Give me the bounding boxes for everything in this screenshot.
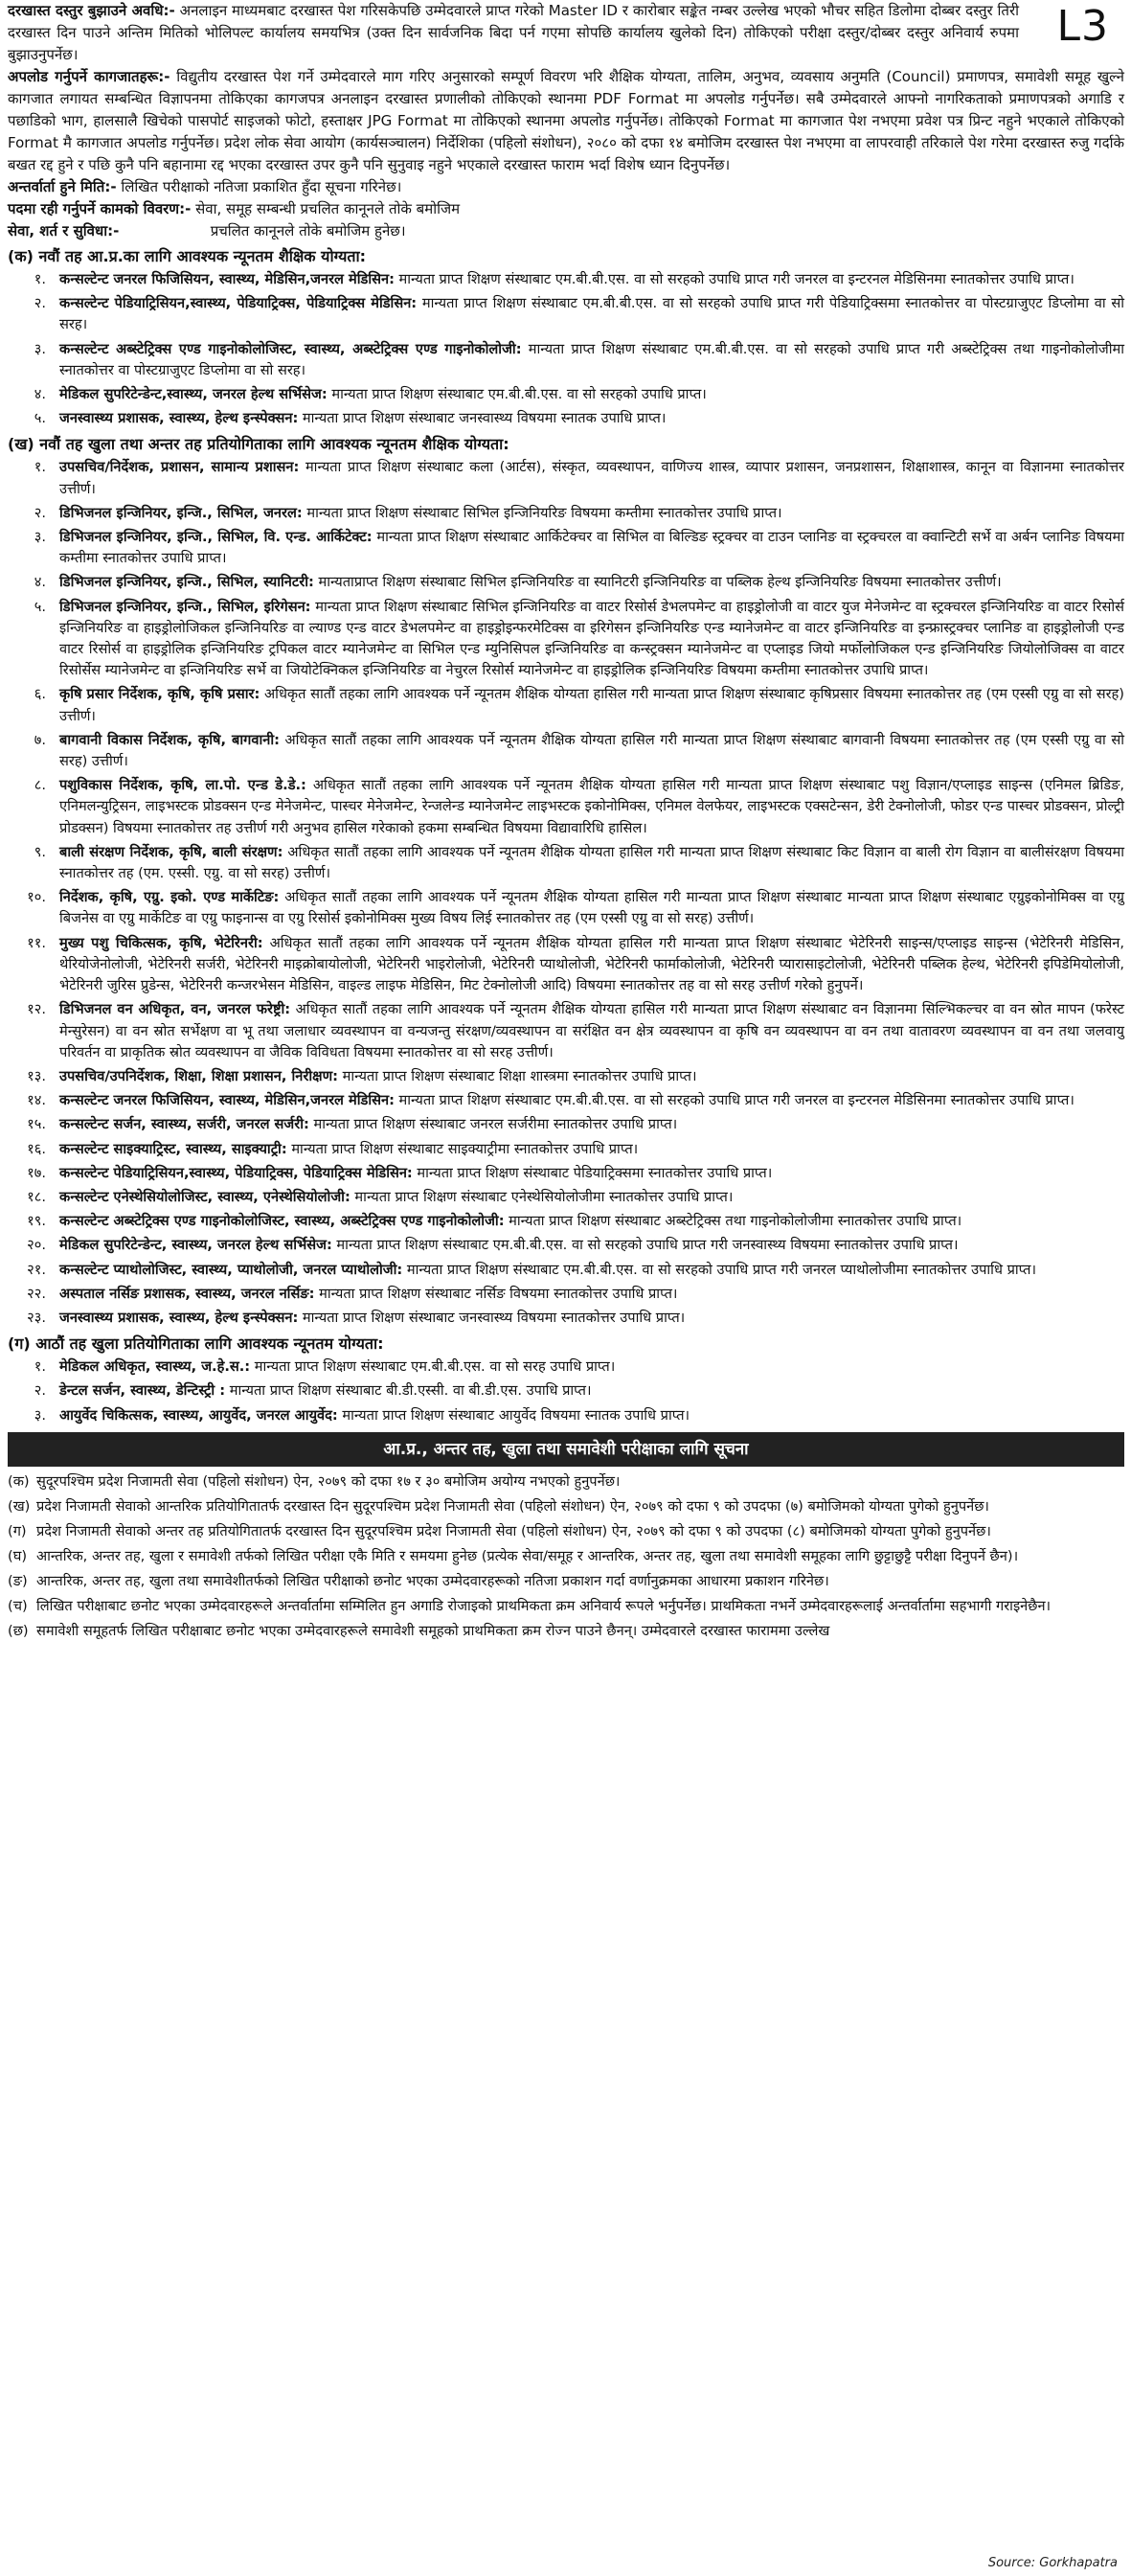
list-item — [8, 842, 1124, 884]
note-item — [8, 1470, 1124, 1493]
item-label: मेडिकल सुपरिटेन्डेन्ट, स्वास्थ्य, जनरल हेल्थ सर्भिसेज: — [59, 1237, 332, 1254]
item-number: १६. — [27, 1140, 46, 1157]
list-item — [8, 408, 1124, 429]
item-label: कन्सल्टेन्ट प्याथोलोजिस्ट, स्वास्थ्य, प्याथोलोजी, जनरल प्याथोलोजी: — [59, 1261, 403, 1278]
job-description-paragraph — [8, 198, 1124, 220]
note-text: आन्तरिक, अन्तर तह, खुला तथा समावेशीतर्फको लिखित परीक्षाको छनोट भएका उम्मेदवारहरूको नतिजा प्रकाशन गर्दा वर्णानुक्रमका आधारमा प्रकाशन गरिनेछ। — [36, 1572, 829, 1589]
item-number: २०. — [27, 1237, 46, 1254]
item-label: कन्सल्टेन्ट सर्जन, स्वास्थ्य, सर्जरी, जनरल सर्जरी: — [59, 1116, 309, 1133]
upload-documents-label: अपलोड गर्नुपर्ने कागजातहरू:- — [8, 68, 170, 85]
fee-period-label: दरखास्त दस्तुर बुझाउने अवधि:- — [8, 2, 175, 19]
note-text: प्रदेश निजामती सेवाको आन्तरिक प्रतियोगितातर्फ दरखास्त दिन सुदूरपश्चिम प्रदेश निजामती सेवा (पहिलो संशोधन) ऐन, २०७९ को दफा ९ को उपदफा (७) बमोजिमको योग्यता पुगेको हुनुपर्नेछ। — [36, 1497, 989, 1515]
notes-list — [8, 1470, 1124, 1642]
interview-date-paragraph — [8, 176, 1124, 198]
item-label: कृषि प्रसार निर्देशक, कृषि, कृषि प्रसार: — [59, 686, 260, 703]
item-label: कन्सल्टेन्ट जनरल फिजिसियन, स्वास्थ्य, मेडिसिन,जनरल मेडिसिन: — [59, 1092, 395, 1109]
item-label: निर्देशक, कृषि, एग्रु. इको. एण्ड मार्केटिङ: — [59, 889, 280, 906]
item-text: मान्यता प्राप्त शिक्षण संस्थाबाट एम.बी.बी.एस. वा सो सरह उपाधि प्राप्त। — [250, 1358, 616, 1376]
item-number: १. — [34, 459, 46, 476]
list-item — [8, 1405, 1124, 1426]
section-ka-list — [8, 269, 1124, 429]
item-number: ५. — [34, 410, 46, 427]
item-text: मान्यता प्राप्त शिक्षण संस्थाबाट आर्किटेक्चर वा सिभिल वा बिल्डिङ स्ट्रक्चर वा टाउन प्लानिङ वा स्ट्रक्चरल वा क्वान्टिटी सर्भे वा अर्बन प्लानिङ विषयमा कम्तीमा स्नातकोत्तर उपाधि प्राप्त। — [59, 529, 1124, 567]
notice-banner: आ.प्र., अन्तर तह, खुला तथा समावेशी परीक्षाका लागि सूचना — [8, 1432, 1124, 1467]
list-item — [8, 999, 1124, 1063]
list-item — [8, 457, 1124, 499]
note-text: समावेशी समूहतर्फ लिखित परीक्षाबाट छनोट भएका उम्मेदवारहरूले समावेशी समूहको प्राथमिकता क्रम रोज्न पाउने छैनन्। उम्मेदवारले दरखास्त फाराममा उल्लेख — [36, 1622, 830, 1639]
item-label: बाली संरक्षण निर्देशक, कृषि, बाली संरक्षण: — [59, 843, 283, 860]
item-text: मान्यता प्राप्त शिक्षण संस्थाबाट जनस्वास्थ्य विषयमा स्नातक उपाधि प्राप्त। — [298, 410, 667, 427]
list-item — [8, 339, 1124, 381]
item-number: १. — [34, 1358, 46, 1376]
item-text: मान्यता प्राप्त शिक्षण संस्थाबाट जनस्वास्थ्य विषयमा स्नातकोत्तर उपाधि प्राप्त। — [298, 1309, 686, 1326]
service-terms-paragraph — [8, 220, 1124, 242]
item-number: ३. — [34, 1406, 46, 1424]
list-item — [8, 684, 1124, 726]
item-label: डिभिजनल इन्जिनियर, इन्जि., सिभिल, इरिगेसन: — [59, 598, 311, 615]
section-ka-title: (क) नवौं तह आ.प्र.का लागि आवश्यक न्यूनतम शैक्षिक योग्यता: — [8, 247, 367, 265]
list-item — [8, 597, 1124, 682]
note-item — [8, 1620, 1124, 1642]
job-description-text: सेवा, समूह सम्बन्धी प्रचलित कानूनले तोके बमोजिम — [191, 200, 461, 217]
note-text: सुदूरपश्चिम प्रदेश निजामती सेवा (पहिलो संशोधन) ऐन, २०७९ को दफा १७ र ३० बमोजिम अयोग्य नभएको हुनुपर्नेछ। — [36, 1472, 621, 1490]
item-number: ५. — [34, 598, 46, 615]
item-number: १७. — [27, 1164, 46, 1181]
item-text: अधिकृत सातौं तहका लागि आवश्यक पर्ने न्यूनतम शैक्षिक योग्यता हासिल गरी मान्यता प्राप्त शिक्षण संस्थाबाट किट विज्ञान वा बाली रोग विज्ञान वा बालीसंरक्षण विषयमा स्नातकोत्तर तह (एम. एस्सी. एग्रु. वा सो सरह) उत्तीर्ण। — [59, 843, 1124, 882]
item-number: ४. — [34, 386, 46, 403]
item-text: मान्यता प्राप्त शिक्षण संस्थाबाट साइक्याट्रीमा स्नातकोत्तर उपाधि प्राप्त। — [286, 1140, 639, 1157]
note-mark: (च) — [8, 1597, 28, 1614]
item-label: कन्सल्टेन्ट पेडियाट्रिसियन,स्वास्थ्य, पेडियाट्रिक्स, पेडियाट्रिक्स मेडिसिन: — [59, 1164, 413, 1181]
item-text: मान्यता प्राप्त शिक्षण संस्थाबाट अब्स्टेट्रिक्स तथा गाइनोकोलोजीमा स्नातकोत्तर उपाधि प्राप्त। — [504, 1213, 962, 1230]
item-label: जनस्वास्थ्य प्रशासक, स्वास्थ्य, हेल्थ इन्स्पेक्सन: — [59, 410, 299, 427]
source-credit: Source: Gorkhapatra — [987, 2556, 1118, 2570]
item-text: अधिकृत सातौं तहका लागि आवश्यक पर्ने न्यूनतम शैक्षिक योग्यता हासिल गरी मान्यता प्राप्त शिक्षण संस्थाबाट वन विज्ञानमा सिल्भिकल्चर वा वन स्रोत मापन (फरेस्ट मेन्सुरेसन) वा वन स्रोत सर्भेक्षण वा भू तथा जलाधार व्यवस्थापन वा वन्यजन्तु संरक्षण/व्यवस्थापन वा सरंक्षित वन क्षेत्र व्यवस्थापन वा कृषि वन व्यवस्थापन वा वन तथा वातावरण व्यवस्थापन वा वन तथा जलवायु परिवर्तन वा प्राकृतिक स्रोत व्यवस्थापन वा जैविक विविधता विषयमा स्नातकोत्तर वा सो सरह उत्तीर्ण। — [59, 1001, 1125, 1060]
item-label: उपसचिव/उपनिर्देशक, शिक्षा, शिक्षा प्रशासन, निरीक्षण: — [59, 1067, 338, 1084]
note-item — [8, 1570, 1124, 1592]
item-text: मान्यता प्राप्त शिक्षण संस्थाबाट एम.बी.बी.एस. वा सो सरहको उपाधि प्राप्त गरी पेडियाट्रिक्समा स्नातकोत्तर वा पोस्टग्राजुएट डिप्लोमा वा सो सरह। — [59, 295, 1124, 333]
list-item — [8, 1380, 1124, 1402]
item-label: आयुर्वेद चिकित्सक, स्वास्थ्य, आयुर्वेद, जनरल आयुर्वेद: — [59, 1406, 338, 1424]
item-text: मान्यता प्राप्त शिक्षण संस्थाबाट एम.बी.बी.एस. वा सो सरहको उपाधि प्राप्त गरी जनरल वा इन्टरनल मेडिसिनमा स्नातकोत्तर उपाधि प्राप्त। — [394, 271, 1074, 287]
item-number: १८. — [27, 1188, 46, 1205]
item-number: २. — [34, 1382, 46, 1400]
document-page — [8, 0, 1124, 1645]
item-number: १५. — [27, 1116, 46, 1133]
upload-documents-text: विद्युतीय दरखास्त पेश गर्ने उम्मेदवारले माग गरिए अनुसारको सम्पूर्ण विवरण भरि शैक्षिक योग्यता, तालिम, अनुभव, व्यवसाय अनुमति (Council) प्रमाणपत्र, समावेशी समूह खुल्ने कागजात लगायत सम्बन्धित विज्ञापनमा तोकिएका कागजपत्र अनलाइन दरखास्त प्रणालीको तोकिएको स्थानमा PDF Format मा अपलोड गर्नुपर्नेछ। सबै उम्मेदवारले आफ्नो नागरिकताको प्रमाणपत्रको अगाडि र पछाडिको भाग, हालसालै खिचेको पासपोर्ट साइजको फोटो, हस्ताक्षर JPG Format मा तोकिएको स्थानमा अपलोड गर्नुपर्नेछ। तोकिएको Format मा कागजात पेश नभएमा प्रवेश पत्र प्रिन्ट नहुने भएकाले तोकिएको Format मै कागजात अपलोड गर्नुपर्नेछ। प्रदेश लोक सेवा आयोग (कार्यसञ्चालन) निर्देशिका (पहिलो संशोधन), २०८० को दफा १४ बमोजिम दरखास्त पेश नभएमा वा लापरवाही तरिकाले पेश गरेमा दरखास्त रुजु गर्दाके बखत रद्द हुने र पछि कुनै पनि बहानामा रद्द भएका दरखास्त उपर कुनै पनि सुनुवाइ नहुने भएकाले दरखास्त फाराम भर्दा विशेष ध्यान दिनुपर्नेछ। — [8, 68, 1124, 173]
item-number: ११. — [27, 934, 46, 951]
note-item — [8, 1520, 1124, 1542]
list-item — [8, 933, 1124, 997]
item-number: ६. — [34, 686, 46, 703]
list-item — [8, 1235, 1124, 1256]
list-item — [8, 730, 1124, 772]
list-item — [8, 1260, 1124, 1281]
section-kha-title: (ख) नवौं तह खुला तथा अन्तर तह प्रतियोगिताका लागि आवश्यक न्यूनतम शैक्षिक योग्यता: — [8, 435, 509, 454]
item-label: अस्पताल नर्सिङ प्रशासक, स्वास्थ्य, जनरल नर्सिङ: — [59, 1285, 315, 1302]
list-item — [8, 1211, 1124, 1232]
item-label: कन्सल्टेन्ट साइक्याट्रिस्ट, स्वास्थ्य, साइक्याट्री: — [59, 1140, 287, 1157]
list-item — [8, 1187, 1124, 1208]
item-number: १. — [34, 271, 46, 287]
list-item — [8, 887, 1124, 929]
list-item — [8, 527, 1124, 569]
list-item — [8, 293, 1124, 335]
item-label: कन्सल्टेन्ट अब्स्टेट्रिक्स एण्ड गाइनोकोलोजिस्ट, स्वास्थ्य, अब्स्टेट्रिक्स एण्ड गाइनोकोलोजी: — [59, 340, 522, 357]
item-text: मान्यता प्राप्त शिक्षण संस्थाबाट पेडियाट्रिक्समा स्नातकोत्तर उपाधि प्राप्त। — [412, 1164, 773, 1181]
item-text: अधिकृत सातौं तहका लागि आवश्यक पर्ने न्यूनतम शैक्षिक योग्यता हासिल गरी मान्यता प्राप्त शिक्षण संस्थाबाट कृषिप्रसार विषयमा स्नातकोत्तर तह (एम एस्सी एग्रु वा सो सरह) उत्तीर्ण। — [59, 686, 1124, 724]
list-item — [8, 1284, 1124, 1305]
upload-documents-paragraph — [8, 66, 1124, 176]
note-text: लिखित परीक्षाबाट छनोट भएका उम्मेदवारहरूले अन्तर्वार्तामा सम्मिलित हुन अगाडि रोजाइको प्राथमिकता क्रम अनिवार्य रूपले भर्नुपर्नेछ। प्राथमिकता नभर्ने उम्मेदवारहरूलाई अन्तर्वार्तामा सहभागी गराइनेछैन। — [36, 1597, 1052, 1614]
item-number: १२. — [27, 1001, 46, 1018]
item-number: ३. — [34, 529, 46, 546]
list-item — [8, 1090, 1124, 1111]
item-label: पशुविकास निर्देशक, कृषि, ला.पो. एन्ड डे.डे.: — [59, 777, 306, 794]
item-label: कन्सल्टेन्ट एनेस्थेसियोलोजिस्ट, स्वास्थ्य, एनेस्थेसियोलोजी: — [59, 1188, 351, 1205]
item-text: मान्यता प्राप्त शिक्षण संस्थाबाट जनरल सर्जरीमा स्नातकोत्तर उपाधि प्राप्त। — [308, 1116, 678, 1133]
item-number: ७. — [34, 731, 46, 748]
list-item — [8, 384, 1124, 405]
item-text: मान्यता प्राप्त शिक्षण संस्थाबाट सिभिल इन्जिनियरिङ वा वाटर रिसोर्स डेभलपमेन्ट वा हाइड्रोलोजी वा वाटर युज मेनेजमेन्ट वा स्ट्रक्चरल इन्जिनियरिङ वा वाटर रिसोर्स इन्जिनियरिङ वा हाइड्रोलोजिकल इन्जिनियरिङ वा ल्याण्ड एन्ड वाटर डेभलपमेन्ट वा हाइड्रोइन्फरमेटिक्स वा इरिगेसन इन्जिनियरिङ एन्ड म्यानेजमेन्ट वा वाटर इन्जिनियरिङ वा इन्फ्रास्ट्रक्चर प्लानिङ वा हाइड्रोलोजी एन्ड वाटर रिसोर्स वा हाइड्रोलिक इन्जिनियरिङ ट्रपिकल वाटर म्यानेजमेन्ट वा सिभिल एन्ड म्युनिसिपल इन्जिनियरिङ वा कन्स्ट्रक्सन म्यानेजमेन्ट वा एप्लाइड जियो मर्फोलोजिकल एन्ड इन्जिनियरिङ जियोलोजिक्स वा वाटर रिसोर्सेस म्यानेजमेन्ट वा इन्जिनियरिङ सर्भे वा जियोटेक्निकल इन्जिनियरिङ वा नेचुरल रिसोर्स म्यानेजमेन्ट वा हाइड्रोलिक इन्जिनियरिङ विषयमा कम्तीमा स्नातकोत्तर उपाधि प्राप्त। — [59, 598, 1124, 679]
job-description-label: पदमा रही गर्नुपर्ने कामको विवरण:- — [8, 200, 192, 217]
item-text: मान्यताप्राप्त शिक्षण संस्थाबाट सिभिल इन्जिनियरिङ वा स्यानिटरी इन्जिनियरिङ वा पब्लिक हेल्थ इन्जिनियरिङ विषयमा स्नातकोत्तर उत्तीर्ण। — [313, 574, 1002, 591]
item-label: कन्सल्टेन्ट अब्स्टेट्रिक्स एण्ड गाइनोकोलोजिस्ट, स्वास्थ्य, अब्स्टेट्रिक्स एण्ड गाइनोकोलोजी: — [59, 1213, 505, 1230]
item-label: मेडिकल अधिकृत, स्वास्थ्य, ज.हे.स.: — [59, 1358, 251, 1376]
item-text: मान्यता प्राप्त शिक्षण संस्थाबाट एम.बी.बी.एस. वा सो सरहको उपाधि प्राप्त। — [327, 386, 707, 403]
item-number: २३. — [27, 1309, 46, 1326]
section-kha-list — [8, 457, 1124, 1329]
item-label: बागवानी विकास निर्देशक, कृषि, बागवानी: — [59, 731, 280, 748]
item-number: २१. — [27, 1261, 46, 1278]
item-number: ३. — [34, 340, 46, 357]
item-text: मान्यता प्राप्त शिक्षण संस्थाबाट एनेस्थेसियोलोजीमा स्नातकोत्तर उपाधि प्राप्त। — [350, 1188, 734, 1205]
fee-period-paragraph — [8, 0, 1019, 66]
note-item — [8, 1595, 1124, 1617]
item-text: मान्यता प्राप्त शिक्षण संस्थाबाट शिक्षा शास्त्रमा स्नातकोत्तर उपाधि प्राप्त। — [338, 1067, 697, 1084]
list-item — [8, 1356, 1124, 1378]
item-label: कन्सल्टेन्ट पेडियाट्रिसियन,स्वास्थ्य, पेडियाट्रिक्स, पेडियाट्रिक्स मेडिसिन: — [59, 295, 418, 312]
note-mark: (क) — [8, 1472, 30, 1490]
list-item — [8, 1066, 1124, 1087]
note-mark: (ग) — [8, 1522, 27, 1539]
page-tag: L3 — [1056, 2, 1109, 51]
item-text: मान्यता प्राप्त शिक्षण संस्थाबाट एम.बी.बी.एस. वा सो सरहको उपाधि प्राप्त गरी अब्स्टेट्रिक्स तथा गाइनोकोलोजीमा स्नातकोत्तर वा पोस्टग्राजुएट डिप्लोमा वा सो सरह। — [59, 340, 1125, 378]
item-text: मान्यता प्राप्त शिक्षण संस्थाबाट आयुर्वेद विषयमा स्नातक उपाधि प्राप्त। — [337, 1406, 690, 1424]
list-item — [8, 1308, 1124, 1329]
item-label: डिभिजनल इन्जिनियर, इन्जि., सिभिल, स्यानिटरी: — [59, 574, 314, 591]
note-text: आन्तरिक, अन्तर तह, खुला र समावेशी तर्फको लिखित परीक्षा एकै मिति र समयमा हुनेछ (प्रत्येक सेवा/समूह र आन्तरिक, अन्तर तह, खुला तथा समावेशी समूहका लागि छुट्टाछुट्टै परीक्षा दिनुपर्ने छैन)। — [36, 1547, 1019, 1564]
note-mark: (ख) — [8, 1497, 31, 1515]
note-mark: (घ) — [8, 1547, 28, 1564]
item-label: कन्सल्टेन्ट जनरल फिजिसियन, स्वास्थ्य, मेडिसिन,जनरल मेडिसिन: — [59, 271, 395, 287]
list-item — [8, 503, 1124, 524]
item-number: २. — [34, 295, 46, 312]
service-terms-label: सेवा, शर्त र सुविधा:- — [8, 222, 120, 239]
item-label: डेन्टल सर्जन, स्वास्थ्य, डेन्टिस्ट्री : — [59, 1382, 226, 1400]
item-label: मेडिकल सुपरिटेन्डेन्ट,स्वास्थ्य, जनरल हेल्थ सर्भिसेज: — [59, 386, 328, 403]
item-label: मुख्य पशु चिकित्सक, कृषि, भेटेरिनरी: — [59, 934, 263, 951]
item-text: मान्यता प्राप्त शिक्षण संस्थाबाट एम.बी.बी.एस. वा सो सरहको उपाधि प्राप्त गरी जनरल प्याथोलोजीमा स्नातकोत्तर उपाधि प्राप्त। — [402, 1261, 1036, 1278]
item-text: अधिकृत सातौं तहका लागि आवश्यक पर्ने न्यूनतम शैक्षिक योग्यता हासिल गरी मान्यता प्राप्त शिक्षण संस्थाबाट मान्यता प्राप्त शिक्षण संस्थाबाट एग्रुइकोनोमिक्स वा एग्रु बिजनेस वा एग्रु मार्केटिङ वा एग्रु फाइनान्स वा एग्रु रिसोर्स इकोनोमिक्स मुख्य विषय लिई स्नातकोत्तर तह (एम एस्सी एग्रु वा सो सरह) उत्तीर्ण। — [59, 889, 1124, 927]
item-label: डिभिजनल इन्जिनियर, इन्जि., सिभिल, जनरल: — [59, 504, 303, 521]
item-text: मान्यता प्राप्त शिक्षण संस्थाबाट एम.बी.बी.एस. वा सो सरहको उपाधि प्राप्त गरी जनरल वा इन्टरनल मेडिसिनमा स्नातकोत्तर उपाधि प्राप्त। — [394, 1092, 1074, 1109]
item-label: जनस्वास्थ्य प्रशासक, स्वास्थ्य, हेल्थ इन्स्पेक्सन: — [59, 1309, 299, 1326]
list-item — [8, 775, 1124, 839]
list-item — [8, 1163, 1124, 1184]
interview-date-label: अन्तर्वार्ता हुने मिति:- — [8, 178, 117, 195]
item-number: ९. — [34, 843, 46, 860]
interview-date-text: लिखित परीक्षाको नतिजा प्रकाशित हुँदा सूचना गरिनेछ। — [116, 178, 402, 195]
item-text: मान्यता प्राप्त शिक्षण संस्थाबाट सिभिल इन्जिनियरिङ विषयमा कम्तीमा स्नातकोत्तर उपाधि प्राप्त। — [302, 504, 782, 521]
service-terms-text: प्रचलित कानूनले तोके बमोजिम हुनेछ। — [119, 222, 406, 239]
item-text: मान्यता प्राप्त शिक्षण संस्थाबाट एम.बी.बी.एस. वा सो सरहको उपाधि प्राप्त गरी जनस्वास्थ्य विषयमा स्नातकोत्तर उपाधि प्राप्त। — [331, 1237, 959, 1254]
note-mark: (छ) — [8, 1622, 29, 1639]
item-number: १९. — [27, 1213, 46, 1230]
fee-period-text: अनलाइन माध्यमबाट दरखास्त पेश गरिसकेपछि उम्मेदवारले प्राप्त गरेको Master ID र कारोबार सङ्केत नम्बर उल्लेख भएको भौचर सहित डिलोमा दोब्बर दस्तुर तिरी दरखास्त दिन पाउने अन्तिम मितिको भोलिपल्ट कार्यालय समयभित्र (उक्त दिन सार्वजनिक बिदा पर्न गएमा सोपछि कार्यालय खुलेको दिन) तोकिएको परीक्षा दस्तुर/दोब्बर दस्तुर अनिवार्य रुपमा बुझाउनुपर्नेछ। — [8, 2, 1019, 63]
item-number: ८. — [34, 777, 46, 794]
note-item — [8, 1545, 1124, 1567]
section-ga-list — [8, 1356, 1124, 1426]
section-ga-title: (ग) आठौं तह खुला प्रतियोगिताका लागि आवश्यक न्यूनतम योग्यता: — [8, 1334, 384, 1354]
item-text: मान्यता प्राप्त शिक्षण संस्थाबाट कला (आर्टस), संस्कृत, व्यवस्थापन, वाणिज्य शास्त्र, व्यापार प्रशासन, जनप्रशासन, शिक्षाशास्त्र, कानून वा विज्ञानमा स्नातकोत्तर उत्तीर्ण। — [59, 459, 1124, 497]
item-label: डिभिजनल वन अधिकृत, वन, जनरल फरेष्ट्री: — [59, 1001, 291, 1018]
list-item — [8, 572, 1124, 593]
item-text: मान्यता प्राप्त शिक्षण संस्थाबाट बी.डी.एस्सी. वा बी.डी.एस. उपाधि प्राप्त। — [225, 1382, 592, 1400]
item-number: १०. — [27, 889, 46, 906]
item-text: अधिकृत सातौं तहका लागि आवश्यक पर्ने न्यूनतम शैक्षिक योग्यता हासिल गरी मान्यता प्राप्त शिक्षण संस्थाबाट बागवानी विषयमा स्नातकोत्तर तह (एम एस्सी एग्रु वा सो सरह) उत्तीर्ण। — [59, 731, 1124, 770]
item-label: उपसचिव/निर्देशक, प्रशासन, सामान्य प्रशासन: — [59, 459, 300, 476]
list-item — [8, 269, 1124, 290]
item-number: २२. — [27, 1285, 46, 1302]
note-item — [8, 1495, 1124, 1517]
item-text: अधिकृत सातौं तहका लागि आवश्यक पर्ने न्यूनतम शैक्षिक योग्यता हासिल गरी मान्यता प्राप्त शिक्षण संस्थाबाट पशु विज्ञान/एप्लाइड साइन्स (एनिमल ब्रिडिङ, एनिमलन्युट्रिसन, लाइभस्टक प्रोडक्सन एन्ड मेनेजमेन्ट, पास्चर मेनेजमेन्ट, रेन्जलेन्ड म्यानेजमेन्ट लाइभस्टक इकोनोमिक्स, एनिमल वेलफेयर, लाइभस्टक एक्सटेन्सन, डेरी टेक्नोलोजी, फोडर एन्ड पास्चर प्रोडक्सन, प्रोल्ट्री प्रोडक्सन) विषयमा स्नातकोत्तर तह उत्तीर्ण गरी अनुभव हासिल गरेकाको हकमा सम्बन्धित विषयमा विद्यावारिधि हासिल। — [59, 777, 1125, 836]
intro-section — [8, 0, 1124, 66]
item-number: ४. — [34, 574, 46, 591]
note-mark: (ङ) — [8, 1572, 28, 1589]
item-number: २. — [34, 504, 46, 521]
note-text: प्रदेश निजामती सेवाको अन्तर तह प्रतियोगितातर्फ दरखास्त दिन सुदूरपश्चिम प्रदेश निजामती सेवा (पहिलो संशोधन) ऐन, २०७९ को दफा ९ को उपदफा (८) बमोजिमको योग्यता पुगेको हुनुपर्नेछ। — [36, 1522, 991, 1539]
item-number: १४. — [27, 1092, 46, 1109]
item-text: अधिकृत सातौं तहका लागि आवश्यक पर्ने न्यूनतम शैक्षिक योग्यता हासिल गरी मान्यता प्राप्त शिक्षण संस्थाबाट भेटेरिनरी साइन्स/एप्लाइड साइन्स (भेटेरिनरी मेडिसिन, थेरियोजेनोलोजी, भेटेरिनरी सर्जरी, भेटेरिनरी माइक्रोबायोलोजी, भेटेरिनरी भाइरोलोजी, भेटेरिनरी प्याथोलोजी, भेटेरिनरी फार्माकोलोजी, भेटेरिनरी प्यारासाइटोलोजी, भेटेरिनरी पब्लिक हेल्थ, भेटेरिनरी इपिडेमियोलोजी, भेटेरिनरी जुरिस प्रुडेन्स, भेटेरिनरी कन्जरभेसन मेडिसिन, वाइल्ड लाइफ मेडिसिन, मिट टेक्नोलोजी आदि) विषयमा स्नातकोत्तर तह वा सो सरह उत्तीर्ण गरेको हुनुपर्ने। — [59, 934, 1124, 994]
item-text: मान्यता प्राप्त शिक्षण संस्थाबाट नर्सिङ विषयमा स्नातकोत्तर उपाधि प्राप्त। — [314, 1285, 678, 1302]
item-label: डिभिजनल इन्जिनियर, इन्जि., सिभिल, वि. एन्ड. आर्किटेक्ट: — [59, 529, 373, 546]
item-number: १३. — [27, 1067, 46, 1084]
list-item — [8, 1114, 1124, 1135]
list-item — [8, 1139, 1124, 1160]
